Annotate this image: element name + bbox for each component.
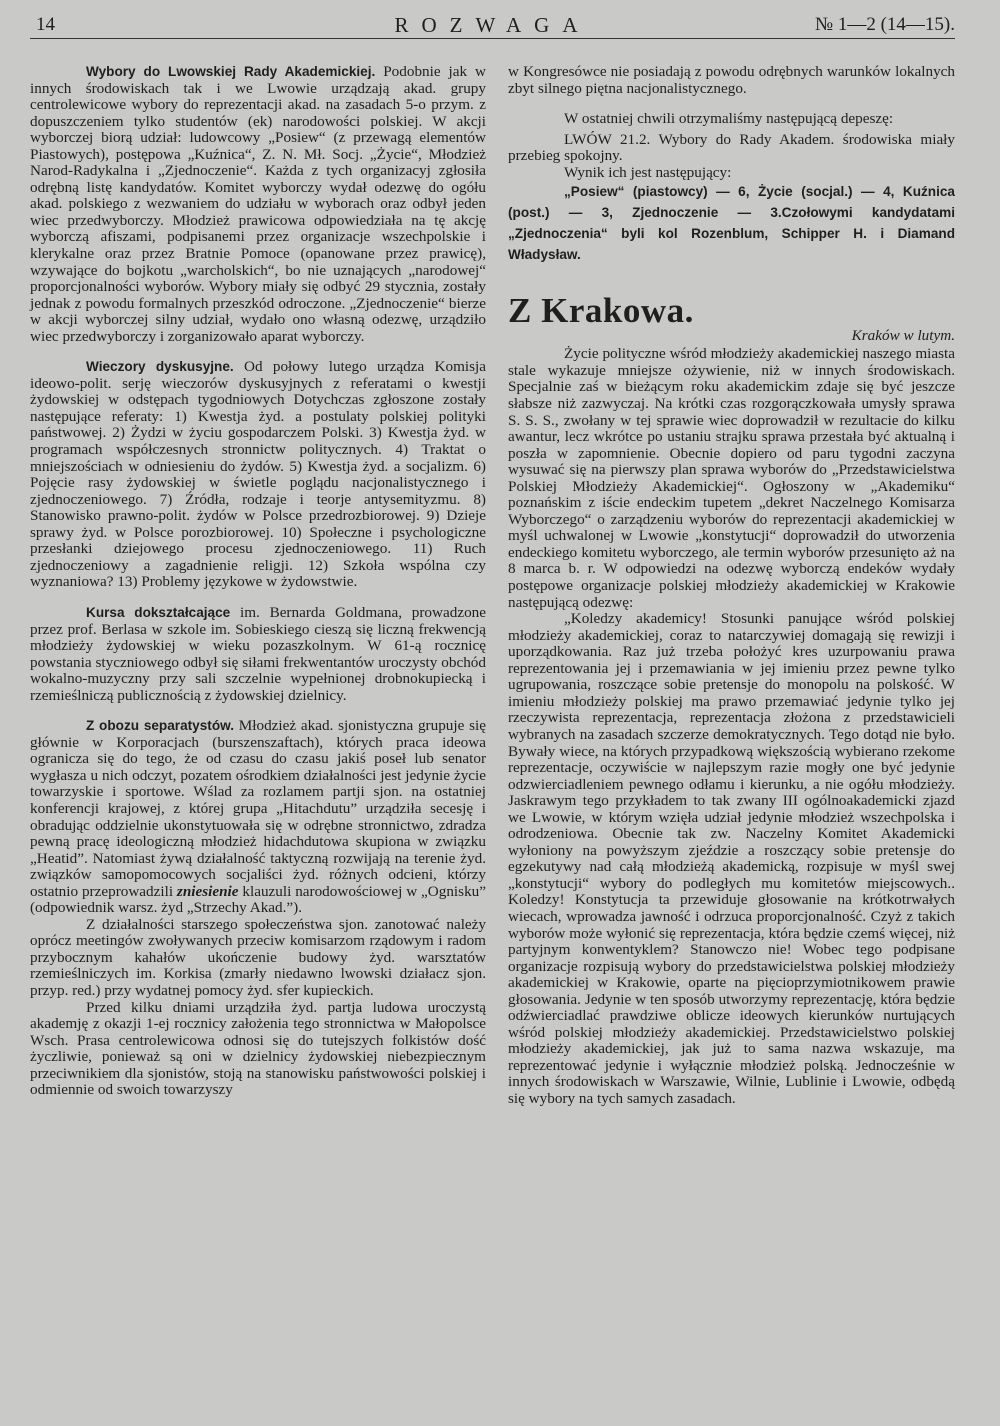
article-lwow-elections bbox=[30, 64, 486, 345]
publication-title: ROZWAGA bbox=[394, 13, 591, 37]
dateline: Kraków w lutym. bbox=[851, 326, 955, 344]
left-column bbox=[30, 64, 486, 1099]
issue-number: № 1—2 (14—15). bbox=[814, 14, 955, 35]
paragraph: W ostatniej chwili otrzymaliśmy następującą depeszę: bbox=[564, 110, 894, 128]
paragraph-text: im. Bernarda Goldmana, prowadzone przez prof. Berlasa w szkole im. Sobieskiego cieszą się liczną frekwencją młodzieży żydowskiej w wieku pozaszkolnym. W 61-ą rocznicę powstania styczniowego odbył się siłami frekwentantów uroczysty obchód wokalno-muzyczny przy sali szczelnie wypełnionej drobnokupiecką i rzemieślniczą publicznością z żydowskiej dzielnicy. bbox=[30, 603, 486, 704]
paragraph-text: Młodzież akad. sjonistyczna grupuje się głównie w Korporacjach (burszenszaftach), których praca ideowa ogranicza się do tego, że od czasu do czasu jakiś poseł lub senator wygłasza u nich odczyt, pozatem ośrodkiem działalności jest jedynie życie towarzyskie i sportowe. Wślad za rozlamem partji sjon. na ostatniej konferencji krajowej, z której grupa „Hitachdutu” urządziła secesję i obradując oddzielnie ukonstytuowała się w odrębne stronnictwo, zdradza pewną pracę ideologiczną młodzież hidachdutowa skupiona w związku „Heatid”. Natomiast żywą działalność taktyczną rozwijają na terenie żyd. związków samopomocowych socjaliści żyd. różnych odcieni, którzy ostatnio przeprowadzili bbox=[30, 717, 486, 900]
section-heading: Wieczory dyskusyjne. bbox=[86, 359, 234, 375]
paragraph: Przed kilku dniami urządziła żyd. partja ludowa uroczystą akademję z okazji 1-ej rocznicy założenia tego stronnictwa w Małopolsce Wsch. Prasa centrolewicowa odnosi się do tutejszych folkistów dość życzliwie, ponieważ są oni w dzielnicy żydowskiej niebezpiecznym przeciwnikiem dla sjonistów, stoją na stanowisku państwowości polskiej i odmiennie od swoich towarzyszy bbox=[30, 998, 486, 1099]
paragraph-text: Podobnie jak w innych środowiskach tak i we Lwowie urządzają akad. grupy centrolewicowe wybory do reprezentacji akad. na zasadach 5-o przym. z dopuszczeniem tylko studentów (ek) narodowości polskiej. W akcji wyborczej biorą udział: ludowcowy „Posiew“ (z przewagą elementów Piastowych), postępowa „Kuźnica“, Z. N. Mł. Socj. „Życie“, Młodzież Narod-Radykalna i „Zjednoczenie“. Każda z tych organizacyj zgłosiła odrębną listę kandydatów. Komitet wyborczy wydał odezwę do ogółu akad. polskiego z wezwaniem do udziału w wyborach oraz odbył jeden wiec przedwyborczy. Młodzież prawicowa odpowiedziała na tę akcję wyborczą afiszami, podpisanemi przez organizacje wszechpolskie i klerykalne oraz przez Bratnie Pomoce (opanowane przez prawicę), wzywające do bojkotu „warcholskich“, bo nie uznających „narodowej“ proporcjonalności wyborów. Wybory miały się odbyć 29 stycznia, zostały jednak z powodu formalnych przeszkód odroczone. „Zjednoczenie“ bierze w akcji wyborczej silny udział, wydało ono własną odezwę, urządziło wiec przedwyborczy i zorganizowało aparat wyborczy. bbox=[30, 63, 486, 345]
election-results: „Posiew“ (piastowcy) — 6, Życie (socjal.) — 4, Kuźnica (post.) — 3, Zjednoczenie — 3.Czołowymi kandydatami „Zjednoczenia“ byli kol Rozenblum, Schipper H. i Diamand Władysław. bbox=[508, 184, 955, 263]
right-column bbox=[508, 64, 955, 1108]
page-header bbox=[30, 10, 955, 39]
emphasized-word: zniesienie bbox=[176, 882, 239, 900]
paragraph: Życie polityczne wśród młodzieży akademickiej naszego miasta stale wykazuje mniejsze ożywienie, niż w innych środowiskach. Specjalnie zaś w bieżącym roku akademickim zdaje się być jeszcze słabsze niż zazwyczaj. Na krótki czas rozgorączkowała umysły sprawa S. S. S., zwołany w tej sprawie wiec doprowadził w rezultacie do kilku awantur, lecz wkrótce po ustaniu strajku sprawa przestała być aktualną i poszła w zapomnienie. Obecnie dopiero od paru tygodni zaczyna wysuwać się na pierwszy plan sprawa wyborów do „Przedstawicielstwa Polskiej Młodzieży Akademickiej“. Ogłoszony w „Akademiku“ poznańskim z iście endeckim tupetem „dekret Naczelnego Komisarza Wyborczego“ o zarządzeniu wyborów do reprezentacji akademickiej w myśl uchwalonej w Lwowie „konstytucji“ doprowadził do utworzenia endeckiego komitetu wyborczego, ale termin wyborów przesunięto aż na 8 marca b. r. W odpowiedzi na odezwę wyborczą endeków wydały postępowe organizacje polskiej młodzieży akademickiej w Krakowie następującą odezwę: bbox=[508, 345, 955, 611]
paragraph-text: Od połowy lutego urządza Komisja ideowo-polit. serję wieczorów dyskusyjnych z referatami o kwestji żydowskiej w odstępach tygodniowych Dotychczas zgłoszone zostały następujące referaty: 1) Kwestja żyd. a postulaty polskiej polityki państwowej. 2) Żydzi w życiu gospodarczem Polski. 3) Kwestja żyd. w programach współczesnych stronnictw politycznych. 4) Traktat o mniejszościach w odniesieniu do żydów. 5) Kwestja żyd. a socjalizm. 6) Pojęcie rasy żydowskiej w świetle poglądu nacjonalistycznego i zjednoczeniowego. 7) Źródła, rodzaje i teorje antysemityzmu. 8) Stanowisko prawno-polit. żydów w Polsce przedrozbiorowej. 9) Dzieje sprawy żyd. w Polsce porozbiorowej. 10) Społeczne i psychologiczne przesłanki dziejowego procesu zjednoczeniowego. 11) Ruch zjednoczeniowy a zagadnienie religji. 12) Szkoła wspólna czy wyznaniowa? 13) Problemy językowe w żydowstwie. bbox=[30, 358, 486, 591]
article-title: Z Krakowa. bbox=[508, 291, 694, 331]
section-heading: Kursa dokształcające bbox=[86, 604, 231, 620]
section-heading: Z obozu separatystów. bbox=[86, 718, 234, 734]
paragraph: w Kongresówce nie posiadają z powodu odrębnych warunków lokalnych zbyt silnego piętna nacjonalistycznego. bbox=[508, 63, 955, 97]
article-separatists bbox=[30, 718, 486, 917]
paragraph-text: klauzuli narodowościowej w „Ognisku” (odpowiednik warsz. żyd „Strzechy Akad.”). bbox=[30, 882, 486, 917]
appeal-text: „Koledzy akademicy! Stosunki panujące wśród polskiej młodzieży akademickiej, coraz to natarczywiej domagają się rewizji i uporządkowania. Raz już trzeba położyć kres uzurpowaniu prawa reprezentowania jej i przemawiania w jej imieniu przez pewne tylko ugrupowania, roszczące sobie pretensje do monopolu na polskość. W imieniu młodzieży polskiej ma prawo przemawiać jedynie tylko jej rzeczywista reprezentacja, reprezentacja złożona z przedstawicieli wybranych na zasadach szczerze demokratycznych. Tego dotąd nie było. Bywały wiece, na których przypadkową większością wybierano rzekome reprezentacje, oczywiście w najlepszym razie mogły one być jedynie odzwierciadleniem pewnego odłamu i kierunku, a nie ogółu młodzieży. Jaskrawym tego przykładem to tak zwany III ogólnoakademicki zjazd we Lwowie, w którym wzięła udział jedynie młodzież wszechpolska i odrodzeniowa. Obecnie tak zw. Naczelny Komitet Akademicki wyłoniony na powyższym zjeździe a roszczący sobie pretensje do egzekutywy nad całą młodzieżą akademicką, rozpisuje w myśl swej „konstytucji“ wybory do podległych mu komitetów miejscowych.. Koledzy! Konstytucja ta przewiduje głosowanie na krótkotrwałych wiecach, wprowadza jawność i odrzuca proporcjonalność. Czyż z takich wyborów może wyłonić się reprezentacja, która będzie czemś więcej, niż partyjnym konwentyklem? Stanowczo nie! Wobec tego podpisane organizacje rozpisują wybory do przedstawicielstwa polskiej młodzieży akademickiej w Krakowie, oparte na pięcioprzymiotnikowem prawie głosowania. Jedynie w ten sposób utworzymy reprezentację, która będzie odźwierciadlać prawdziwe oblicze ideowych kierunków nurtujących wśród polskiej młodzieży akademickiej. Przedstawicielstwo polskiej młodzieży akademickiej, jak już to sama nazwa wskazuje, ma reprezentować jedynie i wyłącznie młodzież polską. Jednocześnie w innych środowiskach w Warszawie, Wilnie, Lublinie i Lwowie, odbędą się wybory na tych samych zasadach. bbox=[508, 610, 955, 1107]
article-courses bbox=[30, 605, 486, 704]
telegram-text: LWÓW 21.2. Wybory do Rady Akadem. środowiska miały przebieg spokojny. bbox=[508, 130, 955, 165]
page-number: 14 bbox=[36, 14, 55, 35]
paragraph: Z działalności starszego społeczeństwa sjon. zanotować należy oprócz meetingów zwoływanych przeciw komisarzom rządowym i radom przybocznym kahałów ukończenie budowy żyd. warsztatów rzemieślniczych im. Korkisa (zmarły niedawno lwowski działacz sjon. przyp. red.) przy wydatnej pomocy żyd. sfer kupieckich. bbox=[30, 915, 486, 999]
paragraph: Wynik ich jest następujący: bbox=[564, 163, 732, 181]
section-heading: Wybory do Lwowskiej Rady Akademickiej. bbox=[86, 64, 376, 79]
article-discussion-evenings bbox=[30, 359, 486, 591]
